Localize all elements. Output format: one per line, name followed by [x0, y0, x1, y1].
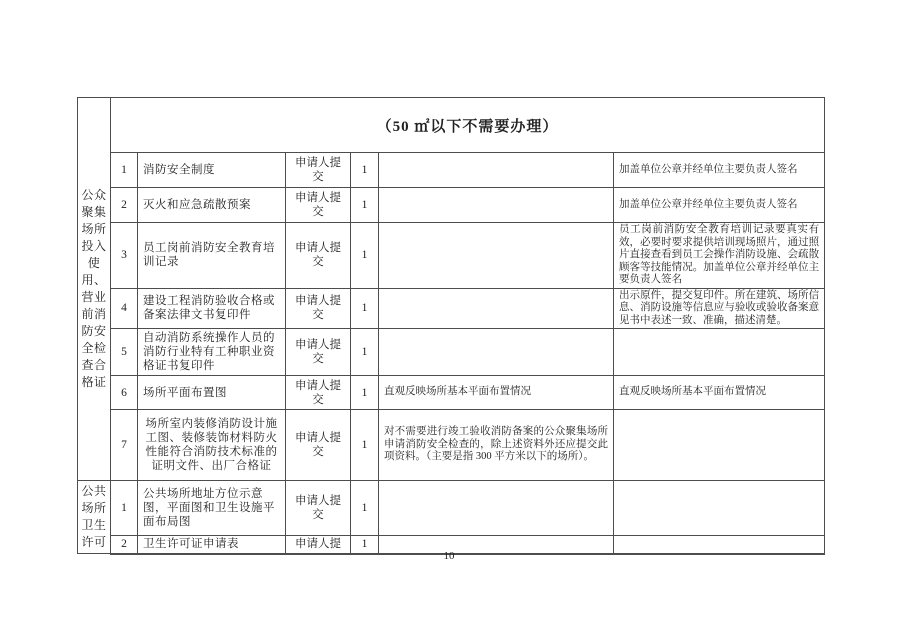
copy-count: 1	[351, 153, 379, 188]
remark-cell	[614, 329, 825, 376]
submitter: 申请人提交	[286, 188, 351, 223]
table-row	[78, 410, 825, 481]
submitter: 申请人提交	[286, 376, 351, 410]
table-row	[78, 481, 825, 536]
table-row	[78, 153, 825, 188]
note-cell	[379, 188, 614, 223]
submitter: 申请人提交	[286, 223, 351, 289]
copy-count: 1	[351, 376, 379, 410]
note-cell	[379, 223, 614, 289]
submitter: 申请人提	[286, 535, 351, 553]
row-number: 1	[111, 481, 138, 536]
submitter: 申请人提交	[286, 329, 351, 376]
remark-cell: 加盖单位公章并经单位主要负责人签名	[614, 188, 825, 223]
item-name: 公共场所地址方位示意图，平面图和卫生设施平面布局图	[138, 481, 286, 536]
submitter: 申请人提交	[286, 481, 351, 536]
note-cell	[379, 153, 614, 188]
row-number: 6	[111, 376, 138, 410]
item-name: 卫生许可证申请表	[138, 535, 286, 553]
remark-cell: 直观反映场所基本平面布置情况	[614, 376, 825, 410]
table-row	[78, 288, 825, 329]
table-header-row	[78, 98, 825, 153]
item-name: 场所平面布置图	[138, 376, 286, 410]
row-number: 2	[111, 535, 138, 553]
section-category-hygiene-permit: 公共场所卫生许可	[78, 481, 111, 554]
row-number: 3	[111, 223, 138, 289]
note-cell	[379, 288, 614, 329]
row-number: 7	[111, 410, 138, 481]
row-number: 2	[111, 188, 138, 223]
remark-cell: 加盖单位公章并经单位主要负责人签名	[614, 153, 825, 188]
table-header-title: （50 ㎡以下不需要办理）	[111, 98, 825, 153]
row-number: 5	[111, 329, 138, 376]
requirements-table	[77, 97, 825, 555]
remark-cell	[614, 481, 825, 536]
item-name: 自动消防系统操作人员的消防行业特有工种职业资格证书复印件	[138, 329, 286, 376]
row-number: 1	[111, 153, 138, 188]
section-category-fire-safety: 公众聚集场所投入使用、营业前消防安全检查合格证	[78, 98, 111, 481]
copy-count: 1	[351, 329, 379, 376]
table-row	[78, 223, 825, 289]
table-row	[78, 329, 825, 376]
copy-count: 1	[351, 410, 379, 481]
remark-cell: 员工岗前消防安全教育培训记录要真实有效，必要时要求提供培训现场照片，通过照片直接查看到员工会操作消防设施、会疏散顾客等技能情况。加盖单位公章并经单位主要负责人签名	[614, 223, 825, 289]
copy-count: 1	[351, 188, 379, 223]
remark-cell	[614, 410, 825, 481]
copy-count: 1	[351, 288, 379, 329]
item-name: 消防安全制度	[138, 153, 286, 188]
note-cell	[379, 481, 614, 536]
remark-cell: 出示原件，提交复印件。所在建筑、场所信息、消防设施等信息应与验收或验收备案意见书中表述一致、准确，描述清楚。	[614, 288, 825, 329]
row-number: 4	[111, 288, 138, 329]
copy-count: 1	[351, 535, 379, 553]
note-cell: 直观反映场所基本平面布置情况	[379, 376, 614, 410]
table-row	[78, 376, 825, 410]
page-number: 10	[443, 550, 455, 562]
item-name: 场所室内装修消防设计施工图、装修装饰材料防火性能符合消防技术标准的证明文件、出厂合格证	[138, 410, 286, 481]
submitter: 申请人提交	[286, 153, 351, 188]
item-name: 员工岗前消防安全教育培训记录	[138, 223, 286, 289]
note-cell: 对不需要进行竣工验收消防备案的公众聚集场所申请消防安全检查的，除上述资料外还应提交此项资料。（主要是指 300 平方米以下的场所）。	[379, 410, 614, 481]
item-name: 建设工程消防验收合格或备案法律文书复印件	[138, 288, 286, 329]
copy-count: 1	[351, 481, 379, 536]
item-name: 灭火和应急疏散预案	[138, 188, 286, 223]
note-cell	[379, 329, 614, 376]
table-row	[78, 188, 825, 223]
submitter: 申请人提交	[286, 288, 351, 329]
copy-count: 1	[351, 223, 379, 289]
submitter: 申请人提交	[286, 410, 351, 481]
